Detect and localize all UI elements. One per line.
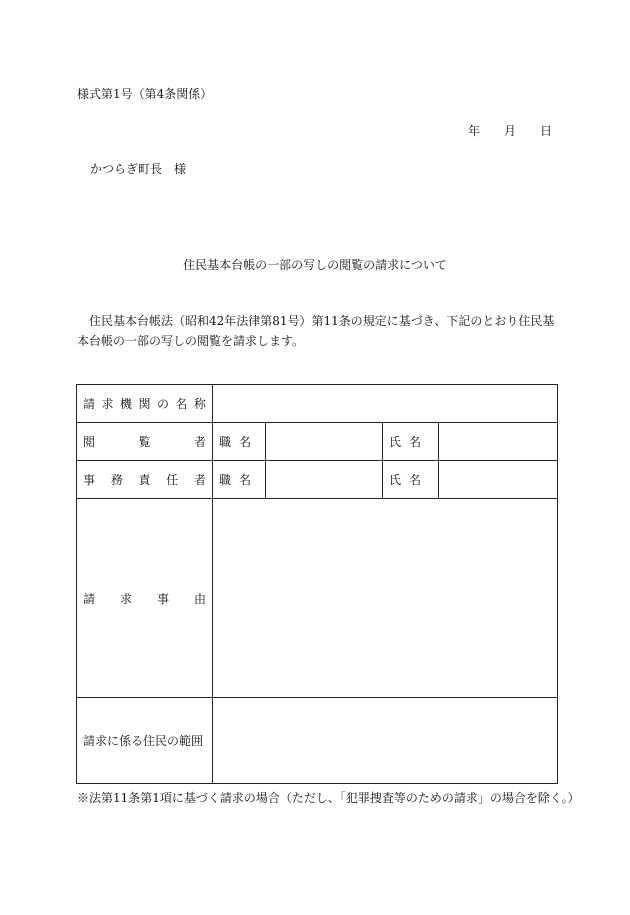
row-scope xyxy=(77,698,558,784)
footnote: ※法第11条第1項に基づく請求の場合（ただし、「犯罪捜査等のための請求」の場合を除く。） xyxy=(77,791,580,805)
manager-title-label: 職 名 xyxy=(213,461,266,499)
date-line xyxy=(468,122,552,139)
date-day-label: 日 xyxy=(540,124,553,138)
reason-field[interactable] xyxy=(213,499,558,698)
viewer-title-field[interactable] xyxy=(266,423,383,461)
request-form-table xyxy=(76,384,558,784)
manager-name-field[interactable] xyxy=(439,461,558,499)
label-scope: 請求に係る住民の範囲 xyxy=(77,698,213,784)
form-reference: 様式第1号（第4条関係） xyxy=(77,87,213,101)
label-manager: 事 務 責 任 者 xyxy=(77,461,213,499)
row-agency-name xyxy=(77,385,558,423)
manager-title-field[interactable] xyxy=(266,461,383,499)
scope-field[interactable] xyxy=(213,698,558,784)
row-viewer xyxy=(77,423,558,461)
date-month-label: 月 xyxy=(504,124,517,138)
body-paragraph: 住民基本台帳法（昭和42年法律第81号）第11条の規定に基づき、下記のとおり住民基本台帳の一部の写しの閲覧を請求します。 xyxy=(77,314,555,348)
viewer-name-label: 氏 名 xyxy=(383,423,439,461)
viewer-name-field[interactable] xyxy=(439,423,558,461)
label-agency-name: 請 求 機 関 の 名 称 xyxy=(77,385,213,423)
addressee: かつらぎ町長 様 xyxy=(90,162,187,176)
label-reason: 請 求 事 由 xyxy=(77,499,213,698)
row-reason xyxy=(77,499,558,698)
viewer-title-label: 職 名 xyxy=(213,423,266,461)
agency-name-field[interactable] xyxy=(213,385,558,423)
manager-name-label: 氏 名 xyxy=(383,461,439,499)
label-viewer: 閲 覧 者 xyxy=(77,423,213,461)
document-title: 住民基本台帳の一部の写しの閲覧の請求について xyxy=(183,258,447,272)
row-manager xyxy=(77,461,558,499)
date-year-label: 年 xyxy=(468,124,481,138)
